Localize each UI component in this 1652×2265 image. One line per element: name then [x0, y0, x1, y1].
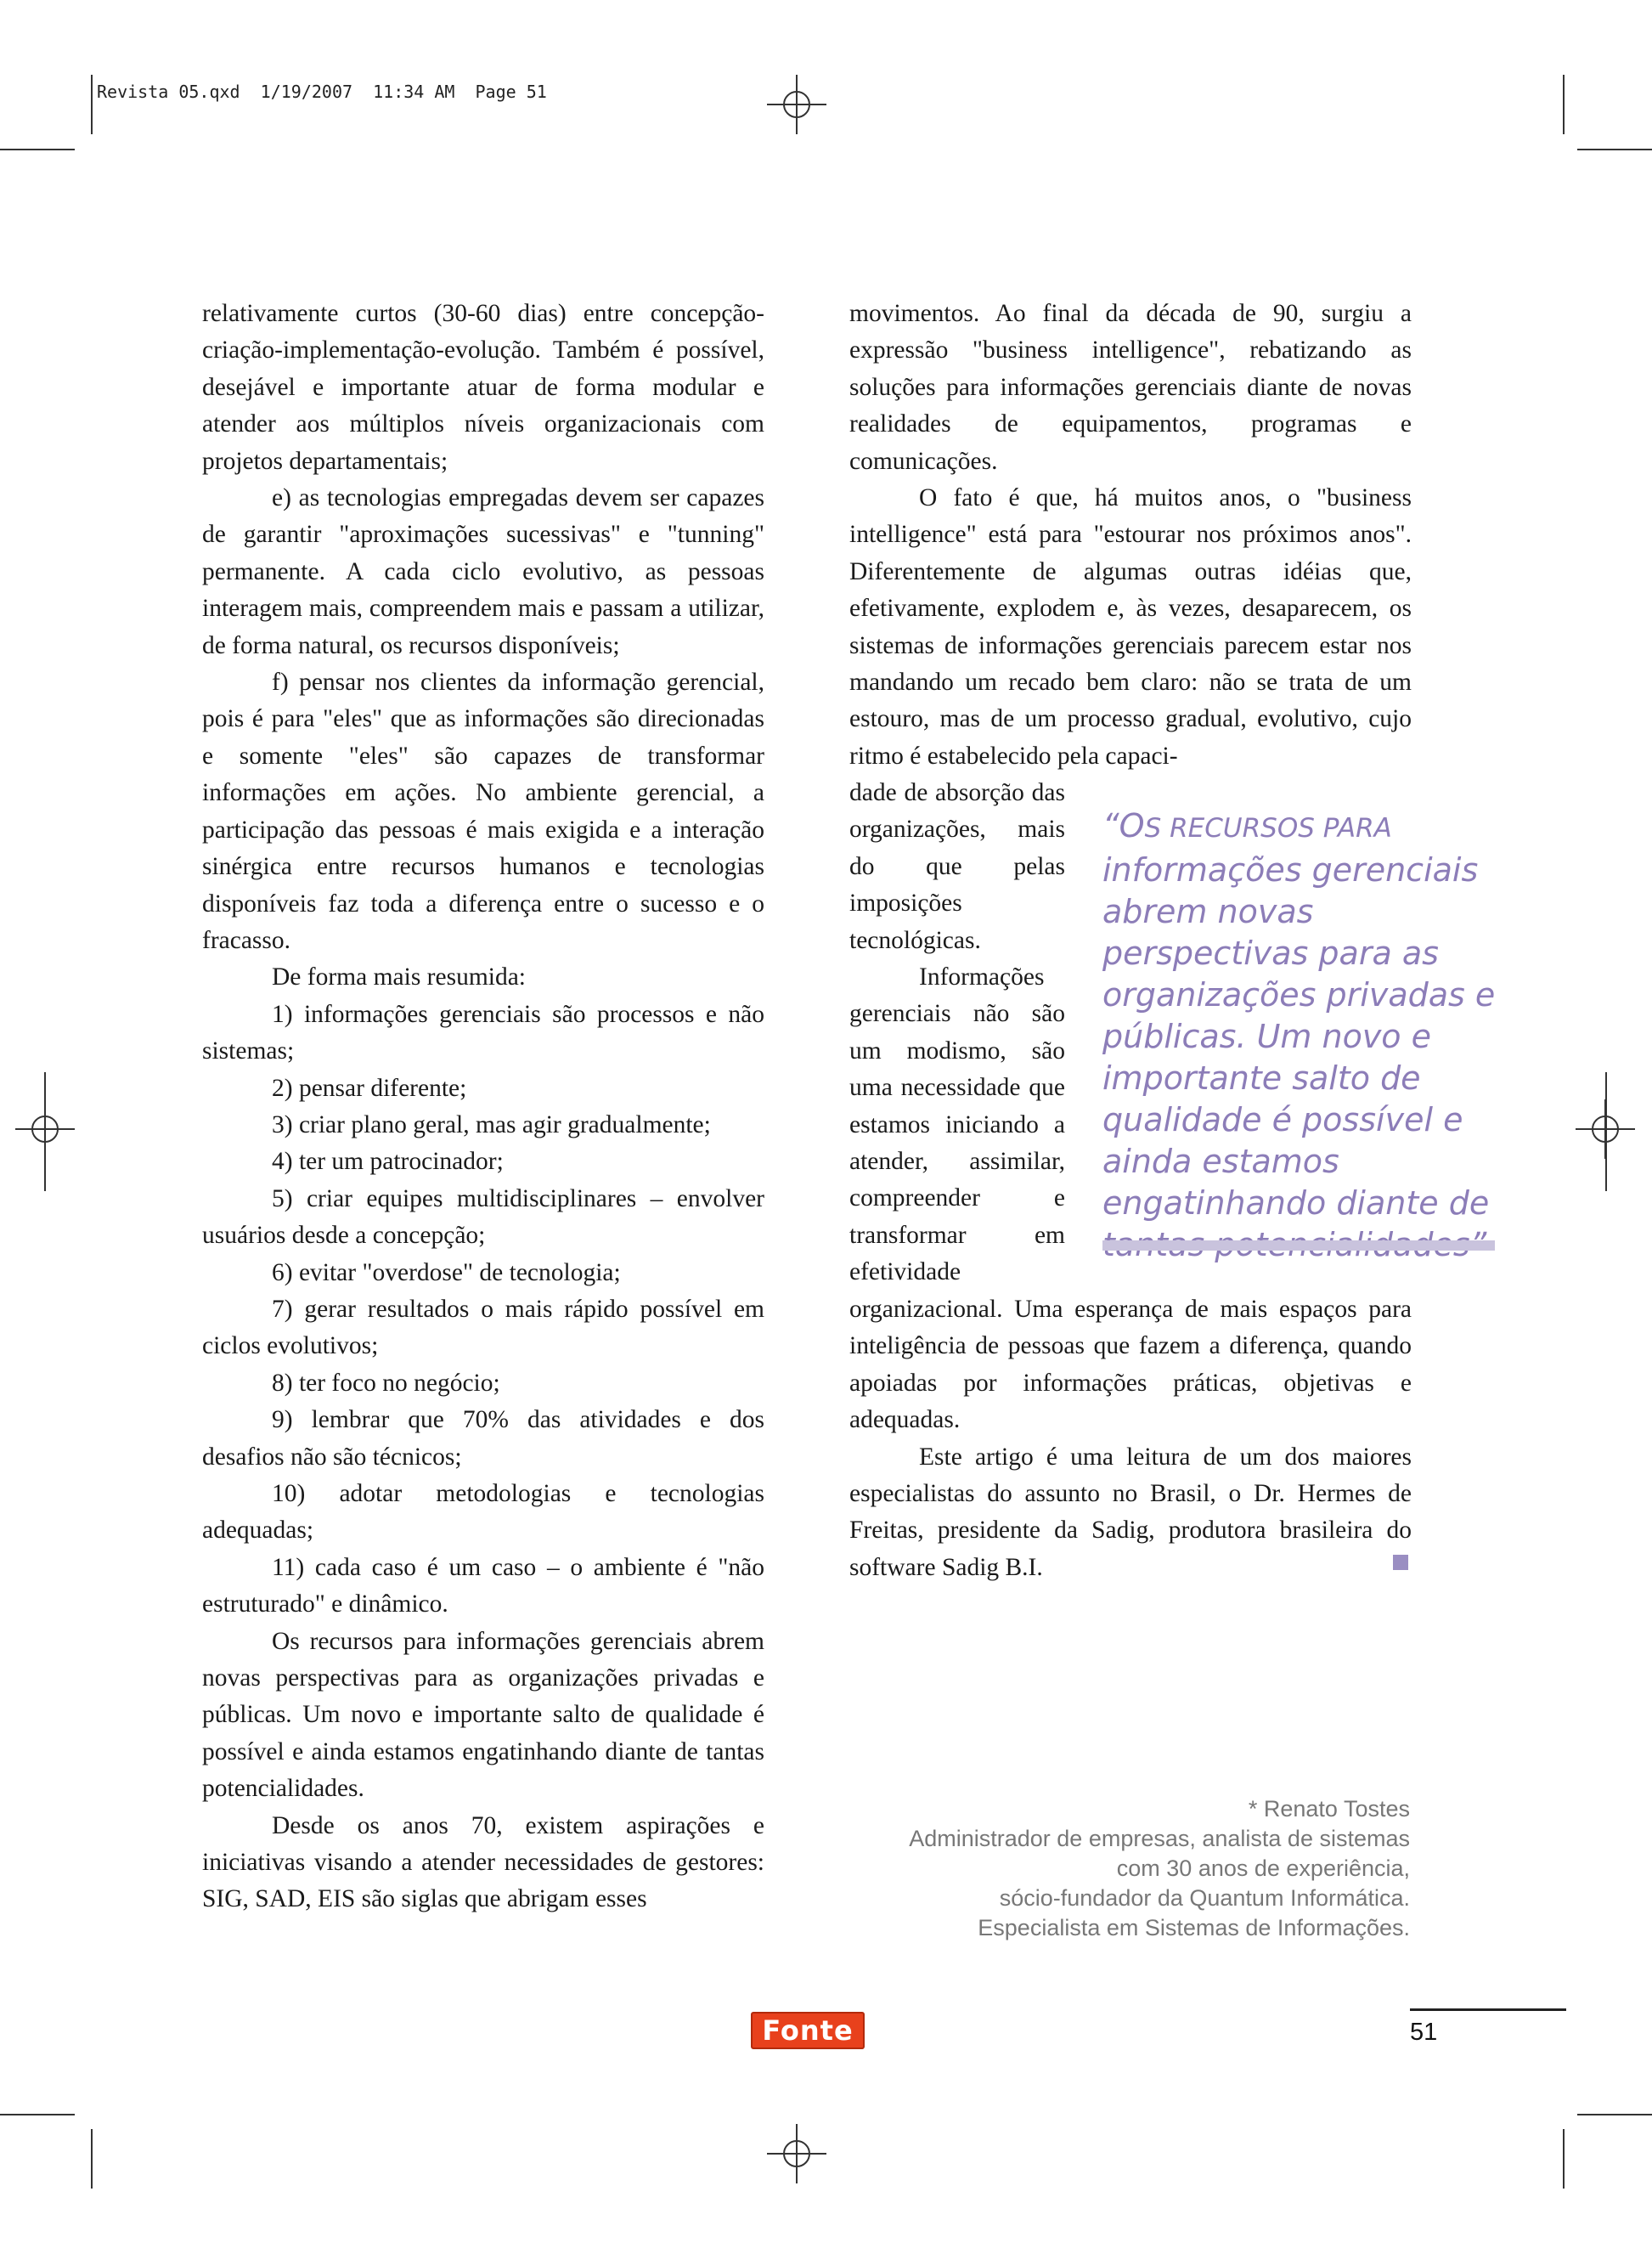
pull-quote-rule — [1102, 1240, 1495, 1251]
paragraph: 7) gerar resultados o mais rápido possível em ciclos evolutivos; — [202, 1295, 764, 1360]
print-slug: Revista 05.qxd 1/19/2007 11:34 AM Page 51 — [97, 82, 547, 102]
paragraph: 5) criar equipes multidisciplinares – envolver usuários desde a concepção; — [202, 1184, 764, 1250]
crop-mark — [1577, 2114, 1652, 2115]
paragraph: 6) evitar "overdose" de tecnologia; — [272, 1258, 621, 1286]
paragraph: Este artigo é uma leitura de um dos maiores especialistas do assunto no Brasil, o Dr. Hermes de Freitas, presidente da Sadig, produtora brasileira do software Sadig B.I. — [849, 1443, 1412, 1581]
paragraph: 8) ter foco no negócio; — [272, 1369, 500, 1397]
end-of-article-square-icon — [1393, 1555, 1408, 1570]
author-line: Especialista em Sistemas de Informações. — [978, 1915, 1410, 1940]
paragraph: 10) adotar metodologias e tecnologias adequadas; — [202, 1480, 764, 1545]
author-line: Administrador de empresas, analista de sistemas — [909, 1826, 1410, 1851]
pull-quote-lead: “O — [1102, 807, 1145, 844]
registration-mark-icon — [767, 75, 826, 134]
paragraph: 2) pensar diferente; — [272, 1074, 467, 1102]
paragraph: movimentos. Ao final da década de 90, surgiu a expressão "business intelligence", rebatizando as soluções para informações gerenciais diante de novas realidades de equipamentos, programas e comunicações. — [849, 300, 1412, 475]
paragraph: Os recursos para informações gerenciais abrem novas perspectivas para as organizações privadas e públicas. Um novo e importante salto de qualidade é possível e ainda estamos engatinhando diante de tantas potencialidades. — [202, 1627, 764, 1803]
author-line: sócio-fundador da Quantum Informática. — [999, 1885, 1410, 1911]
paragraph: 11) cada caso é um caso – o ambiente é "não estruturado" e dinâmico. — [202, 1553, 764, 1618]
crop-mark — [44, 1072, 46, 1191]
paragraph: Informações gerenciais não são um modismo, são uma necessidade que estamos iniciando a atender, assimilar, compreender e transformar em efetividade — [849, 963, 1065, 1286]
paragraph: Desde os anos 70, existem aspirações e iniciativas visando a atender necessidades de gestores: SIG, SAD, EIS são siglas que abrigam esses — [202, 1811, 764, 1913]
pull-quote — [1102, 805, 1502, 1266]
paragraph: dade de absorção das organizações, mais do que pelas imposições tecnológicas. — [849, 779, 1065, 954]
right-column-top — [849, 296, 1412, 775]
paragraph: 3) criar plano geral, mas agir gradualmente; — [272, 1110, 711, 1138]
crop-mark — [1563, 2129, 1565, 2189]
paragraph: 9) lembrar que 70% das atividades e dos desafios não são técnicos; — [202, 1406, 764, 1471]
page-number-rule — [1410, 2008, 1566, 2011]
left-column — [202, 296, 764, 1918]
registration-mark-icon — [767, 2124, 826, 2183]
crop-mark — [0, 2114, 75, 2115]
crop-mark — [1605, 1072, 1607, 1191]
crop-mark — [91, 2129, 93, 2189]
page-number: 51 — [1410, 2019, 1438, 2046]
paragraph: e) as tecnologias empregadas devem ser capazes de garantir "aproximações sucessivas" e "tunning" permanente. A cada ciclo evolutivo, as pessoas interagem mais, compreendem mais e passam a utilizar, de forma natural, os recursos disponíveis; — [202, 484, 764, 659]
fonte-logo: Fonte — [751, 2012, 865, 2049]
paragraph: 1) informações gerenciais são processos e não sistemas; — [202, 1000, 764, 1065]
paragraph: De forma mais resumida: — [272, 963, 527, 991]
right-column-narrow — [849, 775, 1065, 1291]
crop-mark — [1563, 75, 1565, 134]
pull-quote-smallcaps: S RECURSOS PARA — [1144, 813, 1392, 844]
paragraph: O fato é que, há muitos anos, o "business intelligence" está para "estourar nos próximos anos". Diferentemente de algumas outras idéias que, efetivamente, explodem e, às vezes, desaparecem, os sistemas de informações gerenciais parecem estar nos mandando um recado bem claro: não se trata de um estouro, mas de um processo gradual, evolutivo, cujo ritmo é estabelecido pela capaci- — [849, 484, 1412, 770]
paragraph: f) pensar nos clientes da informação gerencial, pois é para "eles" que as informações são direcionadas e somente "eles" são capazes de transformar informações em ações. No ambiente gerencial, a participação das pessoas é mais exigida e a interação sinérgica entre recursos humanos e tecnologias disponíveis faz toda a diferença entre o sucesso e o fracasso. — [202, 669, 764, 954]
crop-mark — [1577, 149, 1652, 150]
pull-quote-text: informações gerenciais abrem novas perspectivas para as organizações privadas e públicas. Um novo e importante salto de qualidade é possível e ainda estamos engatinhando diante de — [1102, 851, 1496, 1222]
paragraph: 4) ter um patrocinador; — [272, 1148, 504, 1176]
paragraph: organizacional. Uma esperança de mais espaços para inteligência de pessoas que fazem a diferença, quando apoiadas por informações práticas, objetivas e adequadas. — [849, 1296, 1412, 1434]
author-line: com 30 anos de experiência, — [1116, 1855, 1410, 1881]
author-bio — [841, 1794, 1410, 1943]
crop-mark — [0, 149, 75, 150]
crop-mark — [91, 75, 93, 134]
right-column-bottom — [849, 1291, 1412, 1586]
author-line: * Renato Tostes — [1248, 1796, 1410, 1822]
paragraph: relativamente curtos (30-60 dias) entre concepção-criação-implementação-evolução. Também é possível, desejável e importante atuar de forma modular e atender aos múltiplos níveis organizacionais com projetos departamentais; — [202, 300, 764, 475]
